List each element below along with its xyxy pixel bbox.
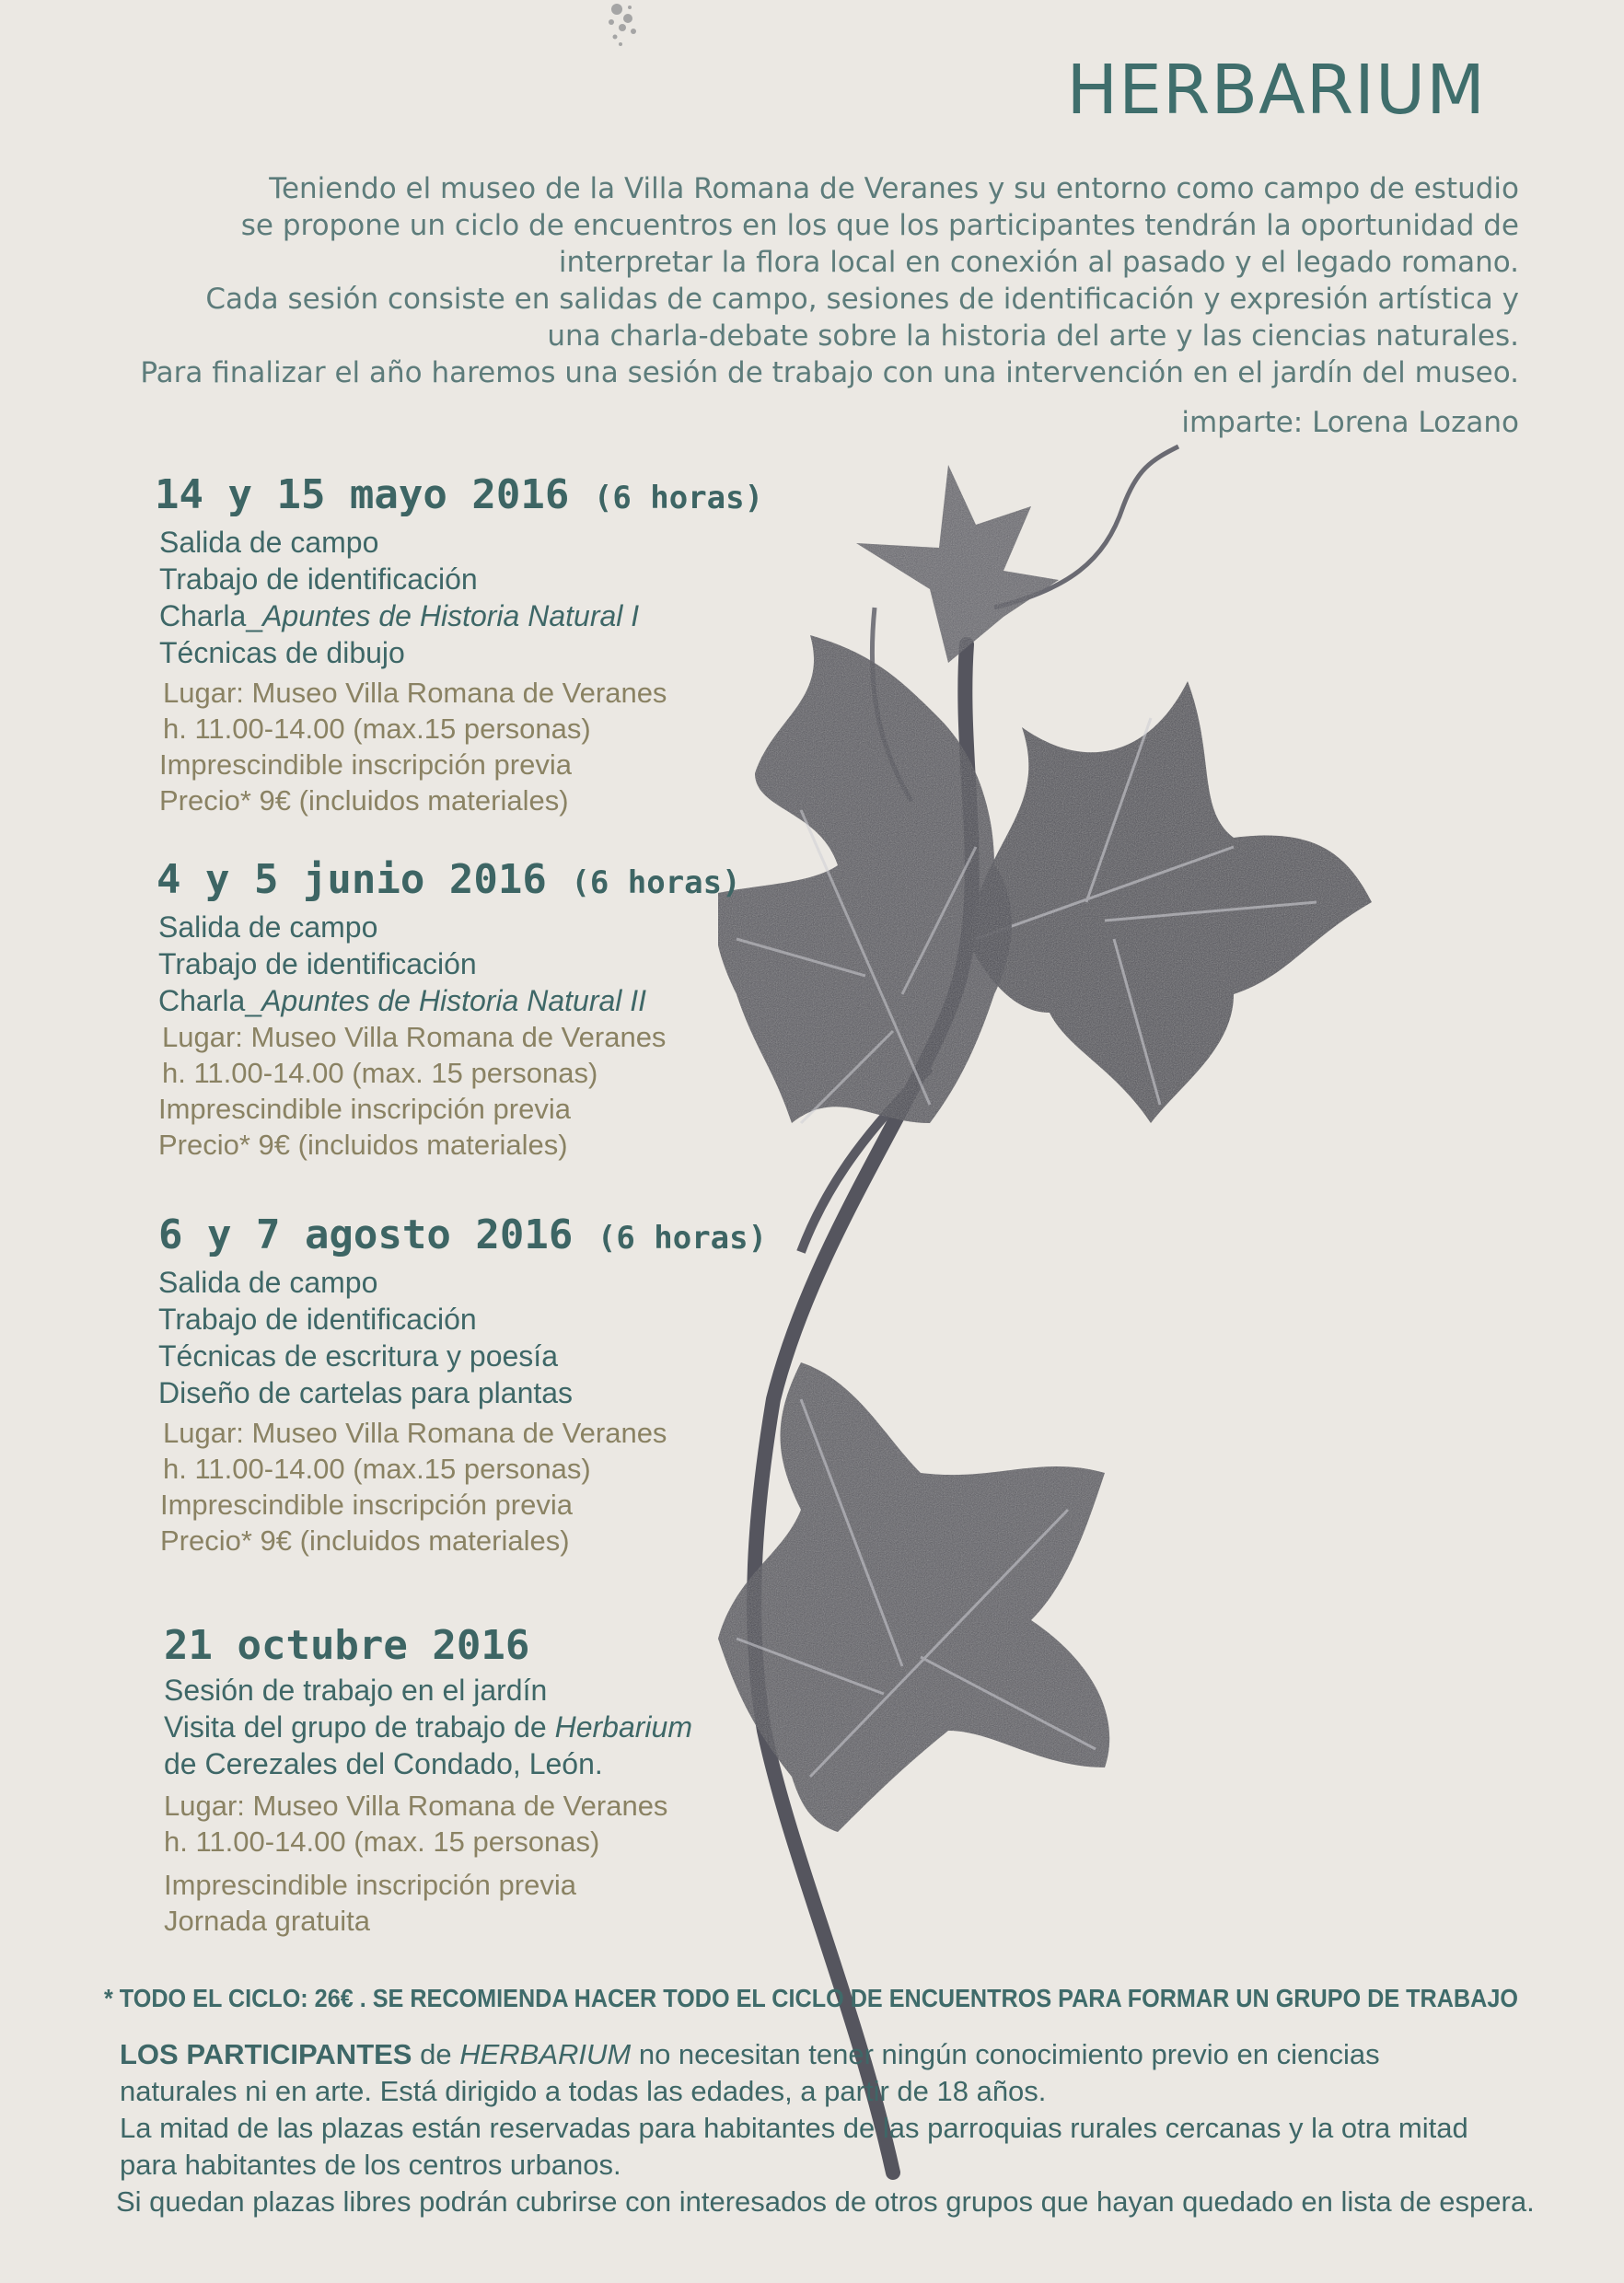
session-date: 21 octubre 2016 bbox=[164, 1622, 530, 1669]
session-may bbox=[155, 469, 763, 818]
poster-title: HERBARIUM bbox=[1066, 51, 1486, 130]
leaf-right bbox=[967, 681, 1372, 1123]
session-price: Precio* 9€ (incluidos materiales) bbox=[159, 784, 569, 817]
activity: Salida de campo bbox=[158, 1266, 378, 1299]
participants-info bbox=[116, 2036, 1593, 2220]
session-registration: Imprescindible inscripción previa bbox=[158, 1093, 571, 1125]
activity: Trabajo de identificación bbox=[158, 947, 477, 980]
footer-line: LOS PARTICIPANTES de HERBARIUM no necesitan tener ningún conocimiento previo en ciencias bbox=[120, 2038, 1380, 2070]
intro-line: Teniendo el museo de la Villa Romana de Veranes y su entorno como campo de estudio bbox=[269, 172, 1519, 205]
session-hours: (6 horas) bbox=[597, 1220, 768, 1257]
session-june bbox=[157, 854, 741, 1163]
session-registration: Imprescindible inscripción previa bbox=[160, 1489, 573, 1521]
ink-smudge bbox=[589, 0, 663, 64]
activity: Técnicas de escritura y poesía bbox=[158, 1339, 558, 1373]
session-date: 14 y 15 mayo 2016 (6 horas) bbox=[155, 471, 764, 518]
footer-line: para habitantes de los centros urbanos. bbox=[120, 2149, 621, 2181]
activity: Técnicas de dibujo bbox=[159, 636, 405, 669]
session-date: 4 y 5 junio 2016 (6 horas) bbox=[157, 856, 741, 903]
activity: Visita del grupo de trabajo de Herbarium bbox=[164, 1710, 692, 1744]
session-august bbox=[158, 1210, 767, 1559]
activity: Trabajo de identificación bbox=[159, 562, 478, 596]
intro-line: una charla-debate sobre la historia del arte y las ciencias naturales. bbox=[547, 319, 1519, 353]
footer-line: naturales ni en arte. Está dirigido a todas las edades, a partir de 18 años. bbox=[120, 2075, 1047, 2107]
activity: Diseño de cartelas para plantas bbox=[158, 1376, 574, 1409]
session-hours: (6 horas) bbox=[593, 480, 764, 516]
activity: Sesión de trabajo en el jardín bbox=[164, 1674, 548, 1707]
intro-paragraph bbox=[9, 170, 1519, 391]
activity: de Cerezales del Condado, León. bbox=[164, 1747, 603, 1780]
session-registration: Imprescindible inscripción previa bbox=[159, 748, 572, 781]
session-place: Lugar: Museo Villa Romana de Veranes bbox=[163, 677, 667, 709]
activity: Salida de campo bbox=[159, 526, 379, 559]
session-place: Lugar: Museo Villa Romana de Veranes bbox=[164, 1790, 668, 1822]
session-place: Lugar: Museo Villa Romana de Veranes bbox=[163, 1417, 667, 1449]
intro-line: interpretar la flora local en conexión al pasado y el legado romano. bbox=[558, 246, 1519, 279]
session-price: Jornada gratuita bbox=[164, 1905, 371, 1937]
session-place: Lugar: Museo Villa Romana de Veranes bbox=[162, 1021, 667, 1053]
intro-line: Cada sesión consiste en salidas de campo, sesiones de identificación y expresión artística y bbox=[205, 283, 1519, 316]
session-time: h. 11.00-14.00 (max. 15 personas) bbox=[164, 1825, 600, 1858]
activity: Charla_Apuntes de Historia Natural I bbox=[159, 599, 640, 632]
cycle-price-note: * TODO EL CICLO: 26€ . SE RECOMIENDA HACER TODO EL CICLO DE ENCUENTROS PARA FORMAR UN GRUPO DE TRABAJO bbox=[104, 1984, 1518, 2012]
activity: Trabajo de identificación bbox=[158, 1303, 477, 1336]
intro-line: Para finalizar el año haremos una sesión de trabajo con una intervención en el jardín del museo. bbox=[140, 356, 1519, 389]
activity: Salida de campo bbox=[158, 910, 378, 944]
session-time: h. 11.00-14.00 (max.15 personas) bbox=[163, 1453, 591, 1485]
session-time: h. 11.00-14.00 (max. 15 personas) bbox=[162, 1057, 598, 1089]
activity: Charla_Apuntes de Historia Natural II bbox=[158, 984, 647, 1017]
teacher-credit: imparte: Lorena Lozano bbox=[1181, 406, 1519, 439]
session-time: h. 11.00-14.00 (max.15 personas) bbox=[163, 713, 591, 745]
ivy-illustration bbox=[718, 423, 1624, 2228]
session-hours: (6 horas) bbox=[571, 864, 741, 901]
session-october bbox=[164, 1620, 692, 1939]
session-price: Precio* 9€ (incluidos materiales) bbox=[158, 1129, 568, 1161]
footer-line: Si quedan plazas libres podrán cubrirse con interesados de otros grupos que hayan quedado en lista de espera. bbox=[116, 2185, 1535, 2218]
intro-line: se propone un ciclo de encuentros en los que los participantes tendrán la oportunidad de bbox=[240, 209, 1519, 242]
footer-line: La mitad de las plazas están reservadas para habitantes de las parroquias rurales cercanas y la otra mitad bbox=[120, 2112, 1468, 2144]
leaf-top bbox=[856, 465, 1059, 663]
session-price: Precio* 9€ (incluidos materiales) bbox=[160, 1524, 570, 1557]
session-date: 6 y 7 agosto 2016 (6 horas) bbox=[158, 1211, 768, 1258]
session-registration: Imprescindible inscripción previa bbox=[164, 1869, 576, 1901]
